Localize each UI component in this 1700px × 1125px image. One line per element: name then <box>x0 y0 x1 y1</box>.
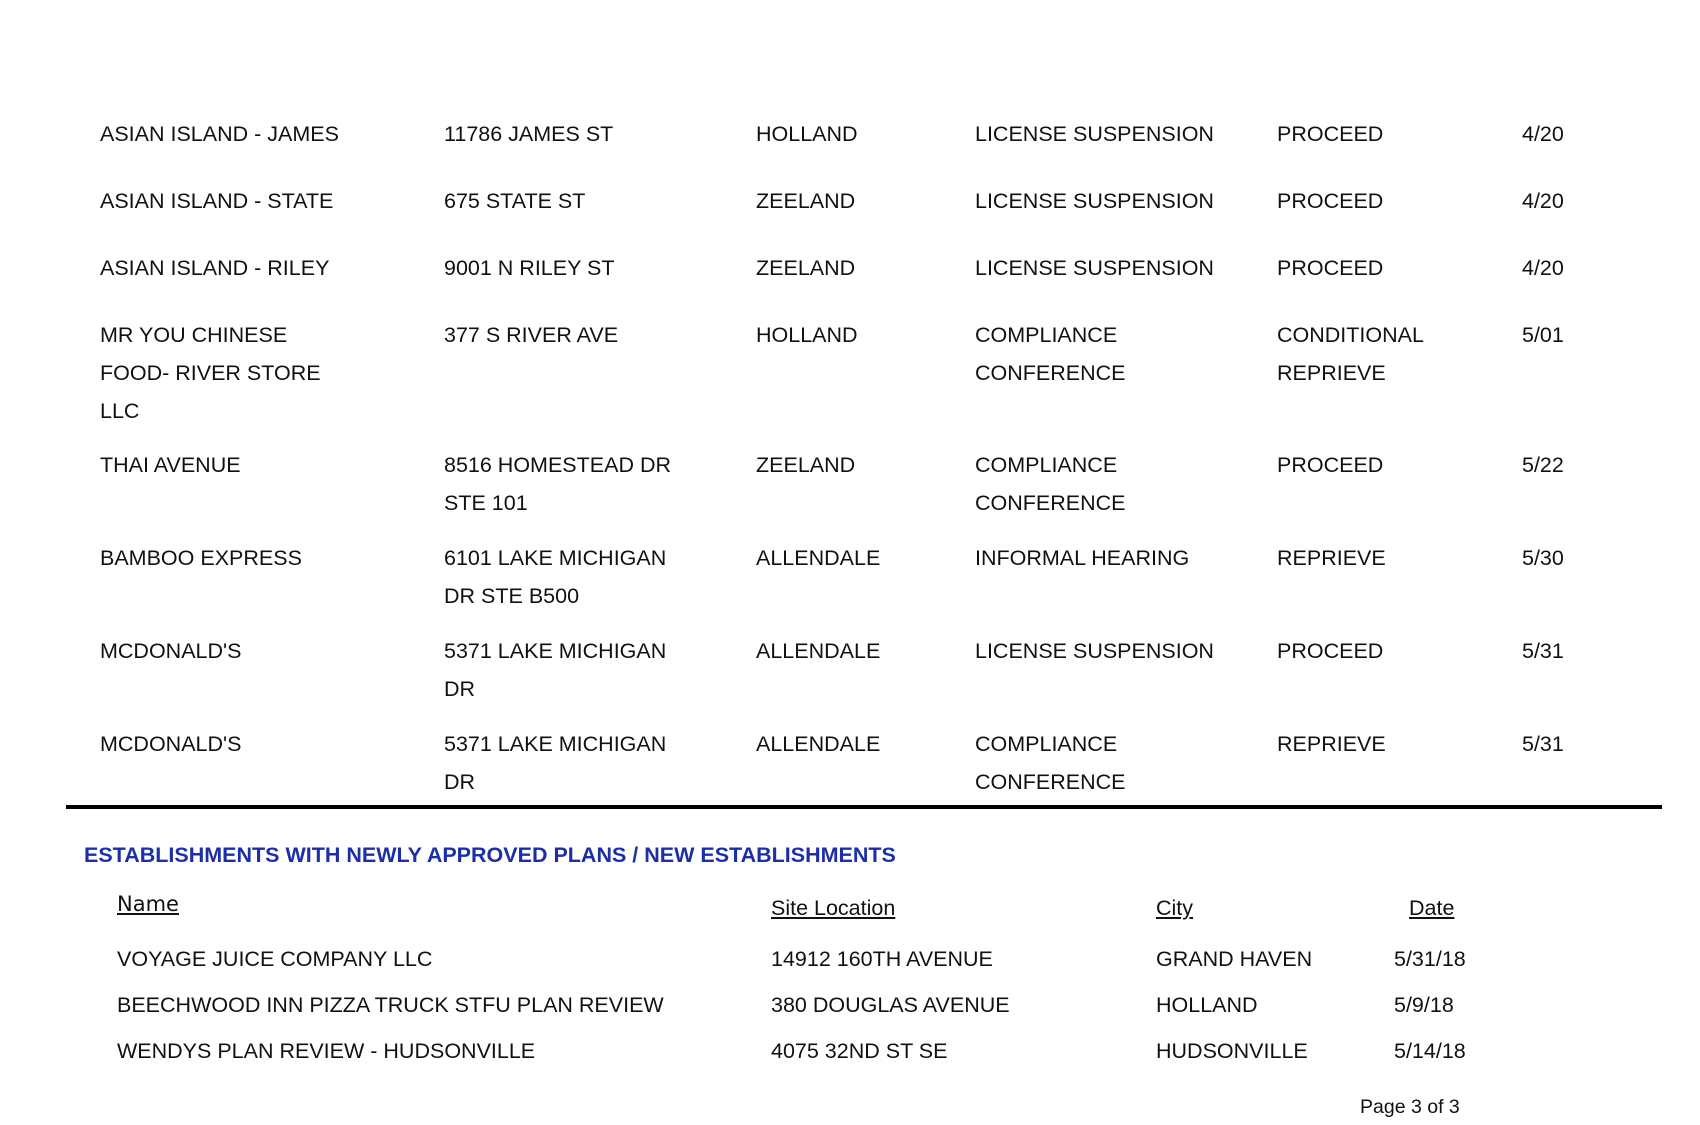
row-address: 5371 LAKE MICHIGAN DR <box>444 639 667 701</box>
row-city: ZEELAND <box>756 453 856 477</box>
plan-date: 5/9/18 <box>1394 993 1454 1017</box>
row-action: COMPLIANCE CONFERENCE <box>975 732 1126 794</box>
plan-date: 5/31/18 <box>1394 947 1466 971</box>
row-result: PROCEED <box>1277 256 1384 280</box>
row-result: PROCEED <box>1277 122 1384 146</box>
row-result: PROCEED <box>1277 453 1384 477</box>
plan-site: 14912 160TH AVENUE <box>771 947 993 971</box>
row-name: ASIAN ISLAND - JAMES <box>100 122 339 146</box>
row-address: 675 STATE ST <box>444 189 586 213</box>
row-city: HOLLAND <box>756 122 858 146</box>
row-address: 6101 LAKE MICHIGAN DR STE B500 <box>444 546 667 608</box>
row-result: PROCEED <box>1277 639 1384 663</box>
plan-site: 4075 32ND ST SE <box>771 1039 948 1063</box>
row-name: BAMBOO EXPRESS <box>100 546 302 570</box>
row-action: INFORMAL HEARING <box>975 546 1190 570</box>
row-name: MR YOU CHINESE FOOD- RIVER STORE LLC <box>100 323 321 423</box>
plan-date: 5/14/18 <box>1394 1039 1466 1063</box>
row-city: ALLENDALE <box>756 732 881 756</box>
row-action: LICENSE SUSPENSION <box>975 122 1214 146</box>
row-action: LICENSE SUSPENSION <box>975 256 1214 280</box>
plan-site: 380 DOUGLAS AVENUE <box>771 993 1010 1017</box>
row-city: ALLENDALE <box>756 639 881 663</box>
row-action: LICENSE SUSPENSION <box>975 639 1214 663</box>
row-date: 5/22 <box>1522 453 1564 477</box>
page-number: Page 3 of 3 <box>1360 1096 1460 1118</box>
row-date: 4/20 <box>1522 256 1564 280</box>
row-date: 5/01 <box>1522 323 1564 347</box>
section-title: ESTABLISHMENTS WITH NEWLY APPROVED PLANS / NEW ESTABLISHMENTS <box>84 843 896 867</box>
row-action: COMPLIANCE CONFERENCE <box>975 323 1126 385</box>
plan-city: HOLLAND <box>1156 993 1258 1017</box>
row-action: LICENSE SUSPENSION <box>975 189 1214 213</box>
row-name: ASIAN ISLAND - RILEY <box>100 256 330 280</box>
row-name: MCDONALD'S <box>100 732 242 756</box>
row-address: 9001 N RILEY ST <box>444 256 615 280</box>
row-address: 377 S RIVER AVE <box>444 323 619 347</box>
row-result: REPRIEVE <box>1277 546 1386 570</box>
plan-name: BEECHWOOD INN PIZZA TRUCK STFU PLAN REVIEW <box>117 993 664 1017</box>
plan-city: GRAND HAVEN <box>1156 947 1313 971</box>
row-date: 5/31 <box>1522 639 1564 663</box>
header-site-location: Site Location <box>771 896 896 920</box>
row-city: ZEELAND <box>756 256 856 280</box>
row-city: HOLLAND <box>756 323 858 347</box>
row-address: 5371 LAKE MICHIGAN DR <box>444 732 667 794</box>
row-city: ZEELAND <box>756 189 856 213</box>
row-date: 5/31 <box>1522 732 1564 756</box>
header-city: City <box>1156 896 1194 920</box>
row-result: PROCEED <box>1277 189 1384 213</box>
row-date: 4/20 <box>1522 122 1564 146</box>
row-result: CONDITIONAL REPRIEVE <box>1277 323 1424 385</box>
row-city: ALLENDALE <box>756 546 881 570</box>
row-date: 4/20 <box>1522 189 1564 213</box>
header-date: Date <box>1409 896 1455 920</box>
row-name: MCDONALD'S <box>100 639 242 663</box>
plan-name: WENDYS PLAN REVIEW - HUDSONVILLE <box>117 1039 536 1063</box>
row-result: REPRIEVE <box>1277 732 1386 756</box>
row-action: COMPLIANCE CONFERENCE <box>975 453 1126 515</box>
row-name: ASIAN ISLAND - STATE <box>100 189 334 213</box>
plan-name: VOYAGE JUICE COMPANY LLC <box>117 947 433 971</box>
section-divider <box>66 805 1662 809</box>
row-name: THAI AVENUE <box>100 453 241 477</box>
row-date: 5/30 <box>1522 546 1564 570</box>
plan-city: HUDSONVILLE <box>1156 1039 1308 1063</box>
row-address: 8516 HOMESTEAD DR STE 101 <box>444 453 672 515</box>
row-address: 11786 JAMES ST <box>444 122 614 146</box>
header-name: Name <box>117 892 179 916</box>
